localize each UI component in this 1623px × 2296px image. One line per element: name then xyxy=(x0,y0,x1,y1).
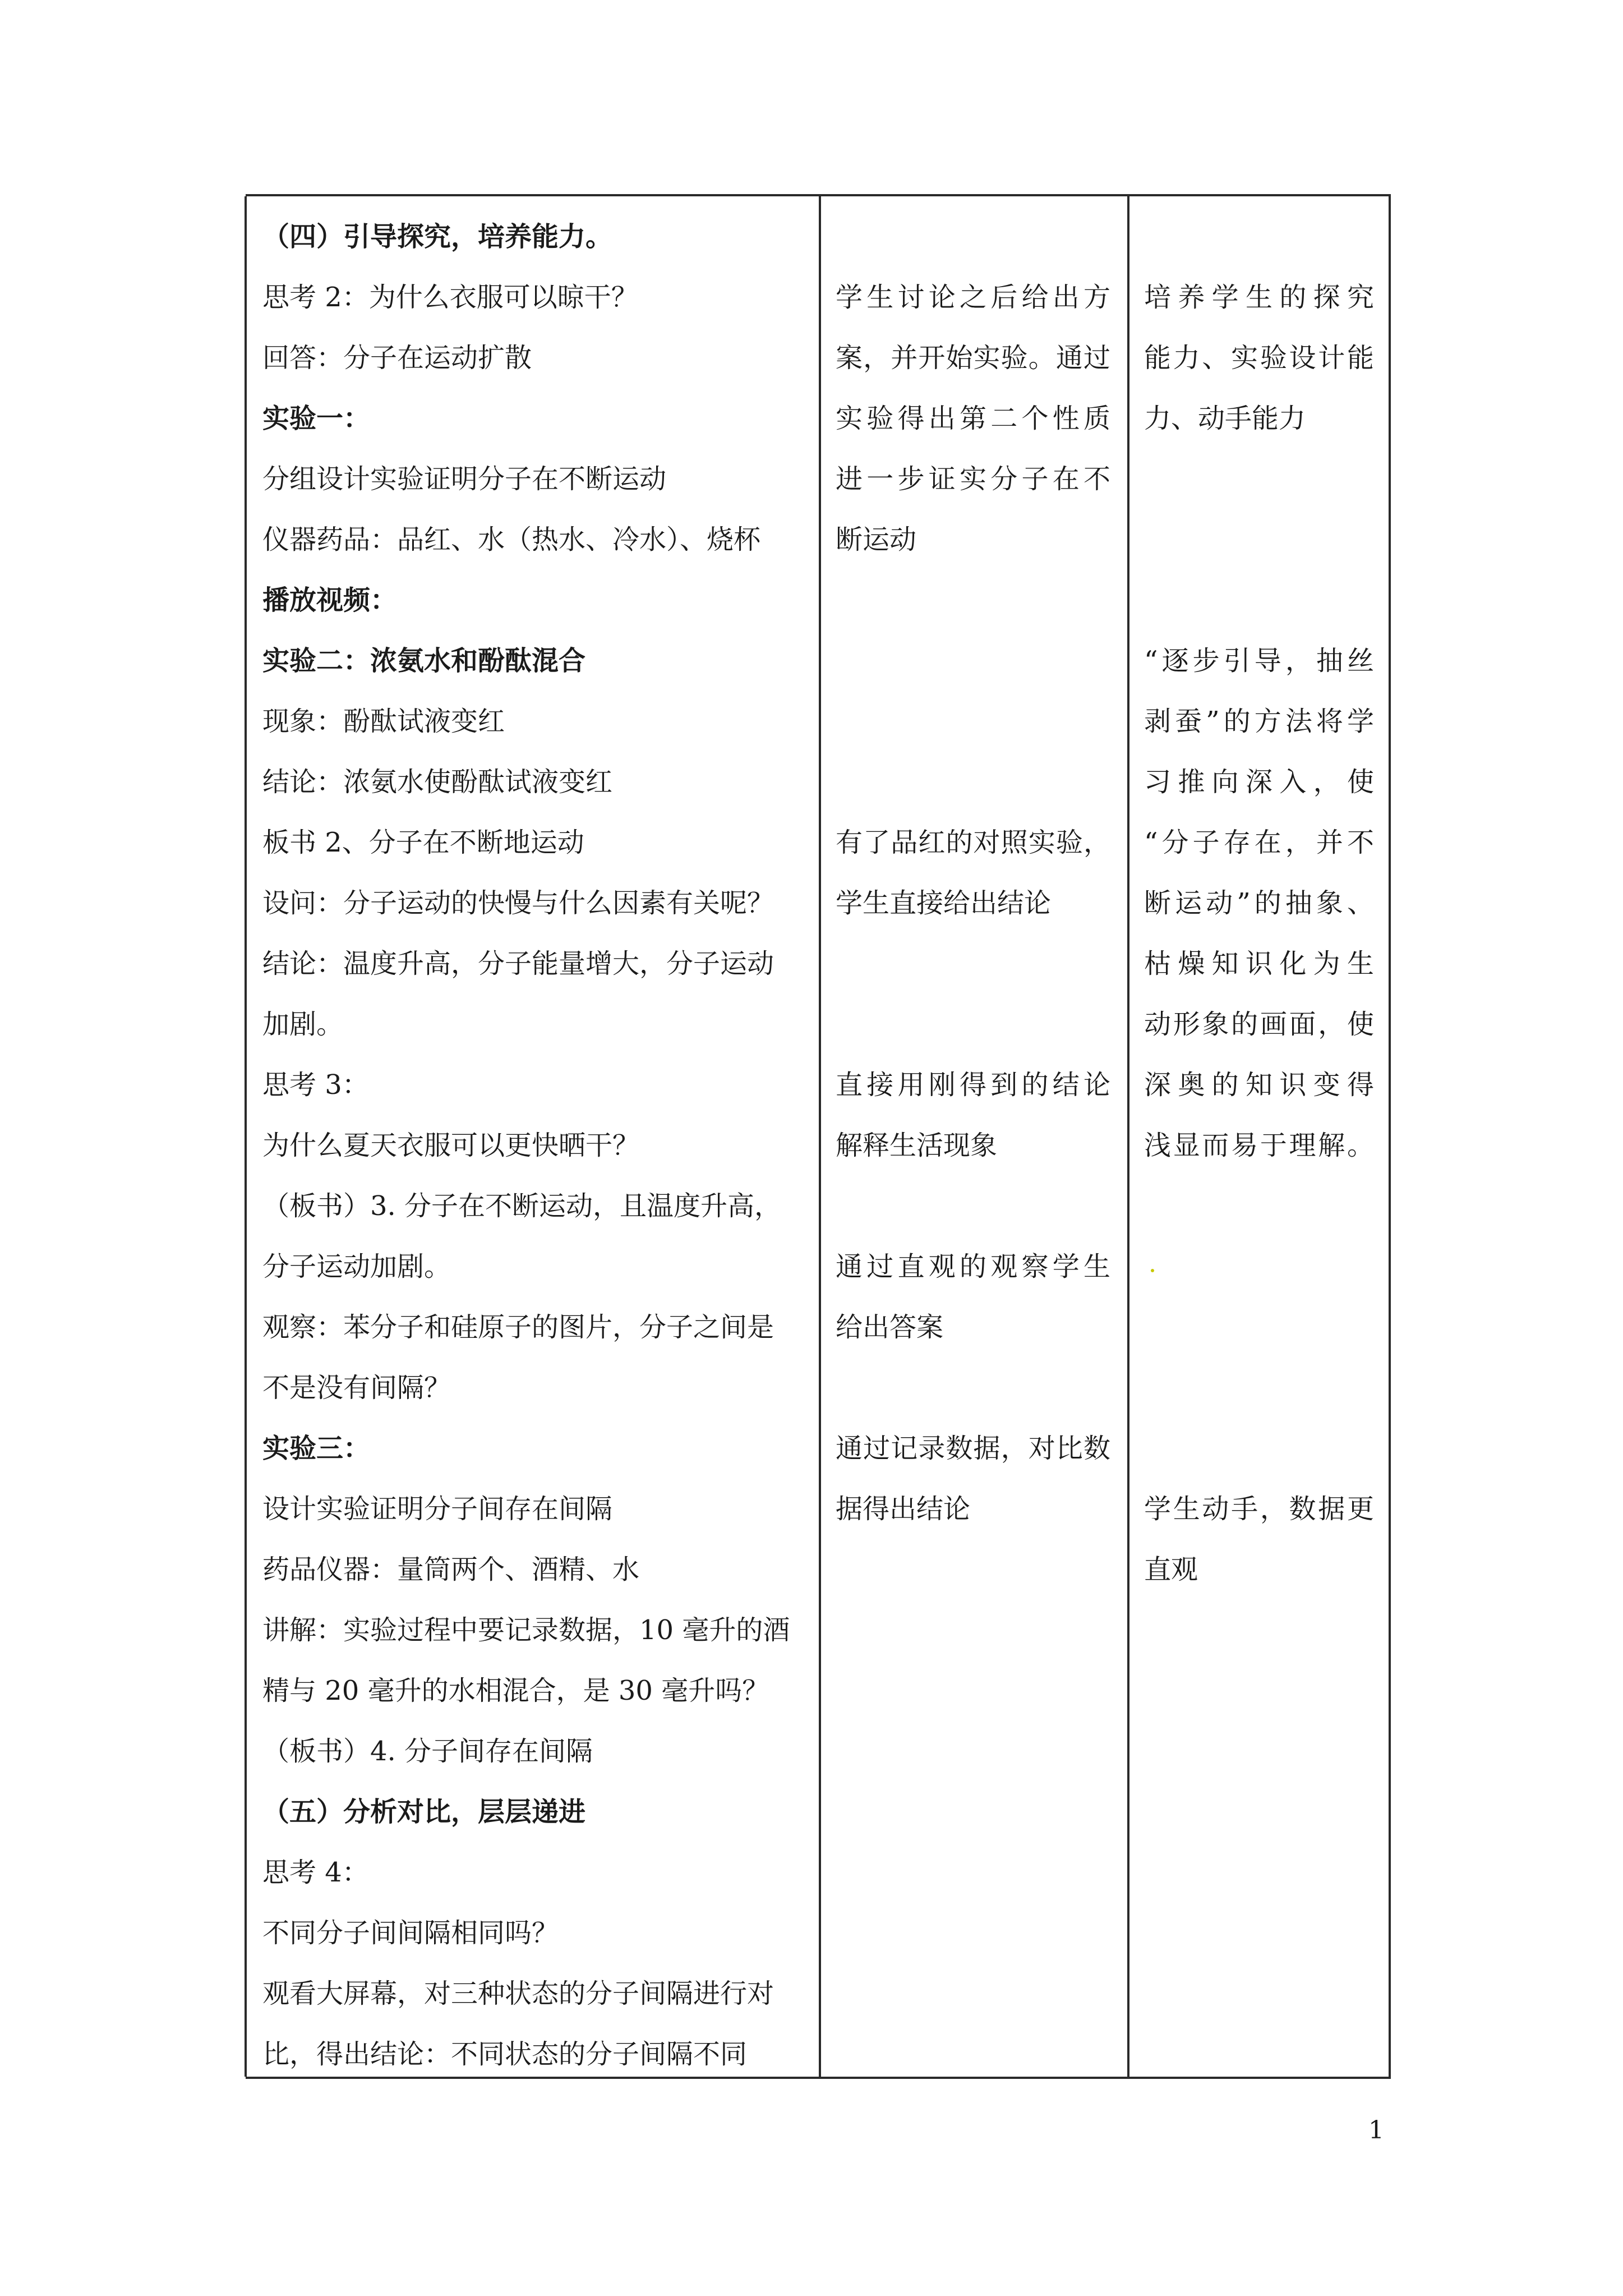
text-line: 观察：苯分子和硅原子的图片，分子之间是 xyxy=(262,1312,774,1343)
text-line: 思考 2：为什么衣服可以晾干？ xyxy=(262,282,638,313)
student-activity-line: 通过记录数据，对比数 xyxy=(836,1433,1110,1464)
student-activity-line: 据得出结论 xyxy=(836,1493,971,1525)
design-intent-line: 直观 xyxy=(1144,1554,1198,1585)
design-intent-line: 动形象的画面，使 xyxy=(1144,1009,1374,1040)
text-line: 现象：酚酞试液变红 xyxy=(262,706,505,737)
table-border-right xyxy=(1389,196,1391,2077)
student-activity-line: 通过直观的观察学生 xyxy=(836,1251,1110,1282)
design-intent-line: 浅显而易于理解。 xyxy=(1144,1130,1374,1161)
page-number: 1 xyxy=(1368,2116,1384,2145)
text-line: 药品仪器：量筒两个、酒精、水 xyxy=(262,1554,640,1585)
text-line: 精与 20 毫升的水相混合，是 30 毫升吗？ xyxy=(262,1675,769,1706)
table-divider-2 xyxy=(1127,196,1129,2077)
experiment-heading: 实验一： xyxy=(262,403,371,434)
text-line: 加剧。 xyxy=(262,1009,344,1040)
text-line: 比，得出结论：不同状态的分子间隔不同 xyxy=(262,2039,748,2070)
design-intent-line: “逐步引导，抽丝 xyxy=(1144,645,1374,677)
text-line: 讲解：实验过程中要记录数据，10 毫升的酒 xyxy=(262,1614,790,1646)
design-intent-line: 能力、实验设计能 xyxy=(1144,342,1374,374)
student-activity-line: 解释生活现象 xyxy=(836,1130,998,1161)
design-intent-line: 习推向深入，使 xyxy=(1144,766,1374,798)
design-intent-line: “分子存在，并不 xyxy=(1144,827,1374,858)
design-intent-line: 力、动手能力 xyxy=(1144,403,1306,434)
text-line: 分组设计实验证明分子在不断运动 xyxy=(262,463,667,495)
table-border-left xyxy=(245,196,247,2077)
stray-mark xyxy=(1151,1269,1154,1272)
student-activity-line: 给出答案 xyxy=(836,1312,944,1343)
student-activity-line: 进一步证实分子在不 xyxy=(836,463,1110,495)
student-activity-line: 学生直接给出结论 xyxy=(836,887,1052,919)
text-line: 设计实验证明分子间存在间隔 xyxy=(262,1493,613,1525)
design-intent-line: 深奥的知识变得 xyxy=(1144,1069,1374,1101)
text-line: 分子运动加剧。 xyxy=(262,1251,451,1282)
text-line: 观看大屏幕，对三种状态的分子间隔进行对 xyxy=(262,1978,774,2009)
table-divider-1 xyxy=(819,196,821,2077)
experiment-heading: 实验二：浓氨水和酚酞混合 xyxy=(262,645,586,677)
design-intent-line: 断运动”的抽象、 xyxy=(1144,887,1374,919)
text-line: （板书）4. 分子间存在间隔 xyxy=(262,1736,593,1767)
section-heading: （四）引导探究，培养能力。 xyxy=(262,221,613,252)
student-activity-line: 实验得出第二个性质 xyxy=(836,403,1110,434)
text-line: 板书 2、分子在不断地运动 xyxy=(262,827,584,858)
text-line: 思考 4： xyxy=(262,1857,369,1888)
text-line: 为什么夏天衣服可以更快晒干？ xyxy=(262,1130,640,1161)
student-activity-line: 学生讨论之后给出方 xyxy=(836,282,1110,313)
design-intent-line: 枯燥知识化为生 xyxy=(1144,948,1374,979)
design-intent-line: 培养学生的探究 xyxy=(1144,282,1374,313)
text-line: 结论：温度升高，分子能量增大，分子运动 xyxy=(262,948,774,979)
student-activity-line: 案，并开始实验。通过 xyxy=(836,342,1110,374)
text-line: 思考 3： xyxy=(262,1069,369,1101)
text-line: 仪器药品：品红、水（热水、冷水）、烧杯 xyxy=(262,524,761,555)
video-heading: 播放视频： xyxy=(262,585,398,616)
student-activity-line: 直接用刚得到的结论 xyxy=(836,1069,1110,1101)
student-activity-line: 有了品红的对照实验， xyxy=(836,827,1110,858)
text-line: 回答：分子在运动扩散 xyxy=(262,342,532,374)
design-intent-line: 剥蚕”的方法将学 xyxy=(1144,706,1374,737)
experiment-heading: 实验三： xyxy=(262,1433,371,1464)
text-line: （板书）3. 分子在不断运动，且温度升高， xyxy=(262,1190,782,1222)
text-line: 设问：分子运动的快慢与什么因素有关呢？ xyxy=(262,887,774,919)
text-line: 结论：浓氨水使酚酞试液变红 xyxy=(262,766,613,798)
design-intent-line: 学生动手，数据更 xyxy=(1144,1493,1374,1525)
section-heading: （五）分析对比，层层递进 xyxy=(262,1796,586,1828)
student-activity-line: 断运动 xyxy=(836,524,917,555)
text-line: 不是没有间隔？ xyxy=(262,1372,451,1404)
lesson-table xyxy=(246,194,1391,2079)
text-line: 不同分子间间隔相同吗？ xyxy=(262,1917,559,1949)
